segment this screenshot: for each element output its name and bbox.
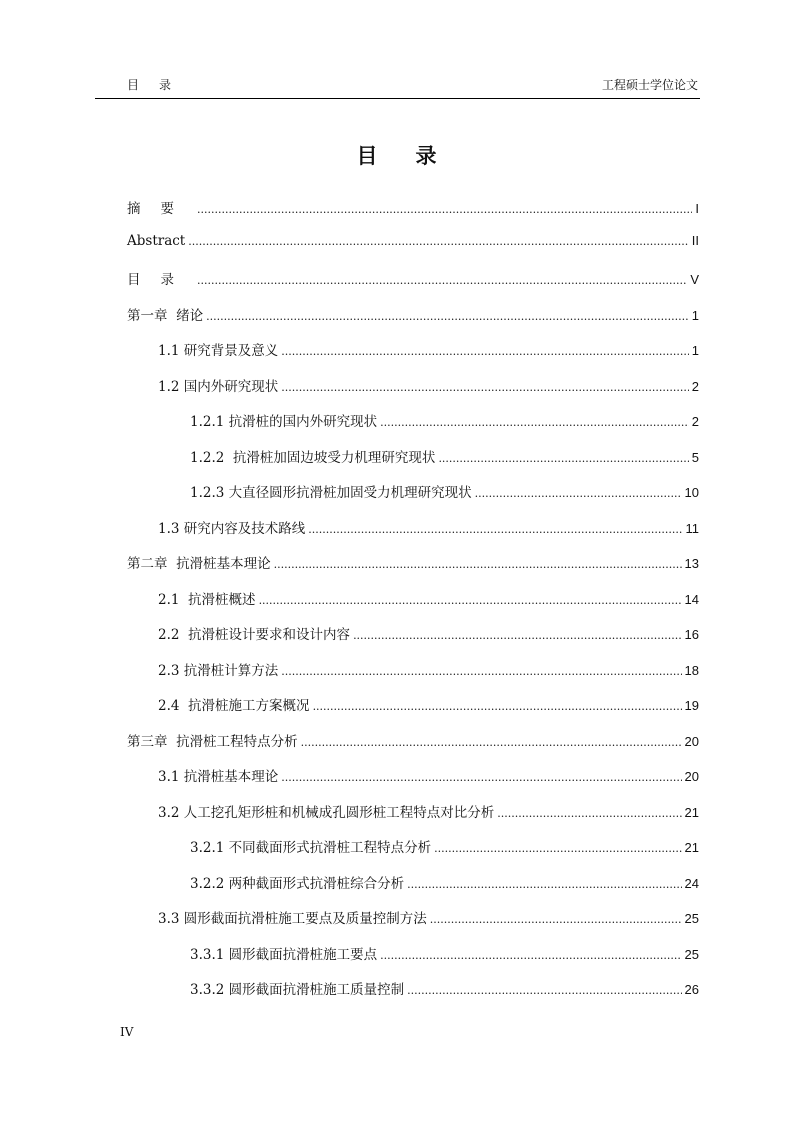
toc-entry-page: 21 [684,804,699,820]
toc-entry-3-2-1[interactable] [190,836,699,856]
toc-entry-abstract-en[interactable] [127,233,699,253]
toc-leader-dots [430,913,682,926]
header-rule [95,98,700,99]
toc-entry-2-4[interactable] [158,694,699,714]
toc-entry-page: 19 [684,698,699,713]
toc-entry-page: 18 [684,662,699,678]
toc-leader-dots [281,771,681,784]
toc-leader-dots [497,807,681,820]
toc-leader-dots [206,310,689,323]
toc-entry-page: 16 [684,627,699,642]
toc-entry-3-2-2[interactable] [190,872,699,892]
toc-entry-label: 1.2.2 抗滑桩加固边坡受力机理研究现状 [190,449,436,466]
toc-entry-label: 3.3.1 圆形截面抗滑桩施工要点 [190,946,378,963]
toc-entry-page: 26 [684,982,699,997]
toc-entry-2-2[interactable] [158,623,699,643]
toc-entry-1-2-1[interactable] [190,410,699,430]
toc-leader-dots [197,203,692,216]
toc-entry-page: II [691,232,699,248]
toc-entry-3-3[interactable] [158,907,699,927]
toc-entry-1-2[interactable] [158,375,699,395]
toc-entry-1-2-2[interactable] [190,446,699,466]
toc-entry-label: 3.3 圆形截面抗滑桩施工要点及质量控制方法 [158,911,427,927]
toc-leader-dots [438,452,688,465]
toc-entry-chapter-2[interactable] [127,552,699,572]
toc-leader-dots [475,487,682,500]
toc-entry-label: Abstract [127,232,186,249]
toc-entry-2-1[interactable] [158,588,699,608]
toc-leader-dots [197,274,687,287]
toc-leader-dots [407,984,681,997]
toc-leader-dots [188,235,689,248]
toc-entry-chapter-1[interactable] [127,304,699,324]
toc-entry-page: 25 [684,911,699,926]
toc-entry-abstract-cn[interactable] [127,197,699,217]
toc-entry-page: 21 [684,840,699,855]
toc-entry-label: 1.2 国内外研究现状 [158,378,279,395]
toc-leader-dots [281,665,681,678]
toc-entry-label: 3.1 抗滑桩基本理论 [158,769,279,785]
toc-entry-contents[interactable] [127,268,699,288]
toc-entry-label: 1.2.1 抗滑桩的国内外研究现状 [190,414,378,430]
toc-entry-3-3-2[interactable] [190,978,699,998]
toc-leader-dots [281,381,689,394]
toc-entry-page: 11 [685,520,699,536]
toc-leader-dots [259,594,682,607]
page-number: IV [120,1025,134,1039]
toc-entry-page: 10 [684,485,699,500]
running-header-right: 工程硕士学位论文 [601,78,698,92]
toc-entry-label: 1.1 研究背景及意义 [158,343,279,359]
toc-entry-3-2[interactable] [158,801,699,821]
toc-entry-page: I [695,201,699,216]
toc-entry-1-3[interactable] [158,517,699,537]
toc-entry-label: 2.4 抗滑桩施工方案概况 [158,698,310,714]
toc-entry-label: 3.2 人工挖孔矩形桩和机械成孔圆形桩工程特点对比分析 [158,804,495,821]
toc-leader-dots [434,842,681,855]
toc-entry-label: 目录 [127,272,194,288]
toc-entry-label: 第三章 抗滑桩工程特点分析 [127,733,298,750]
toc-entry-1-1[interactable] [158,339,699,359]
toc-entry-label: 2.1 抗滑桩概述 [158,591,256,608]
toc-entry-label: 3.3.2 圆形截面抗滑桩施工质量控制 [190,982,405,998]
running-header-left: 目录 [127,78,192,92]
toc-leader-dots [301,736,682,749]
toc-entry-page: 1 [691,307,699,323]
toc-entry-3-3-1[interactable] [190,943,699,963]
toc-entry-page: 5 [691,449,699,465]
toc-leader-dots [308,523,682,536]
toc-entry-label: 3.2.1 不同截面形式抗滑桩工程特点分析 [190,840,432,856]
toc-entry-label: 1.2.3 大直径圆形抗滑桩加固受力机理研究现状 [190,485,472,501]
toc-entry-label: 1.3 研究内容及技术路线 [158,520,306,537]
toc-entry-page: V [690,272,699,287]
toc-leader-dots [274,558,682,571]
toc-entry-page: 14 [684,591,699,607]
toc-entry-page: 24 [684,875,699,891]
toc-leader-dots [380,949,681,962]
toc-entry-label: 摘要 [127,201,194,217]
toc-entry-label: 第一章 绪论 [127,307,204,324]
toc-entry-page: 20 [684,733,699,749]
toc-leader-dots [353,629,681,642]
toc-leader-dots [313,700,682,713]
toc-entry-label: 2.3 抗滑桩计算方法 [158,662,279,679]
toc-leader-dots [281,345,689,358]
toc-entry-page: 2 [691,414,699,429]
toc-entry-page: 20 [684,769,699,784]
page-title: 目录 [356,143,475,168]
toc-entry-2-3[interactable] [158,659,699,679]
toc-entry-1-2-3[interactable] [190,481,699,501]
toc-entry-page: 1 [691,343,699,358]
toc-entry-page: 2 [691,378,699,394]
toc-entry-label: 3.2.2 两种截面形式抗滑桩综合分析 [190,875,405,892]
toc-leader-dots [407,878,681,891]
toc-entry-chapter-3[interactable] [127,730,699,750]
toc-leader-dots [380,416,689,429]
toc-entry-label: 第二章 抗滑桩基本理论 [127,556,271,572]
toc-entry-page: 13 [684,556,699,571]
toc-entry-page: 25 [684,946,699,962]
toc-entry-3-1[interactable] [158,765,699,785]
toc-entry-label: 2.2 抗滑桩设计要求和设计内容 [158,627,351,643]
